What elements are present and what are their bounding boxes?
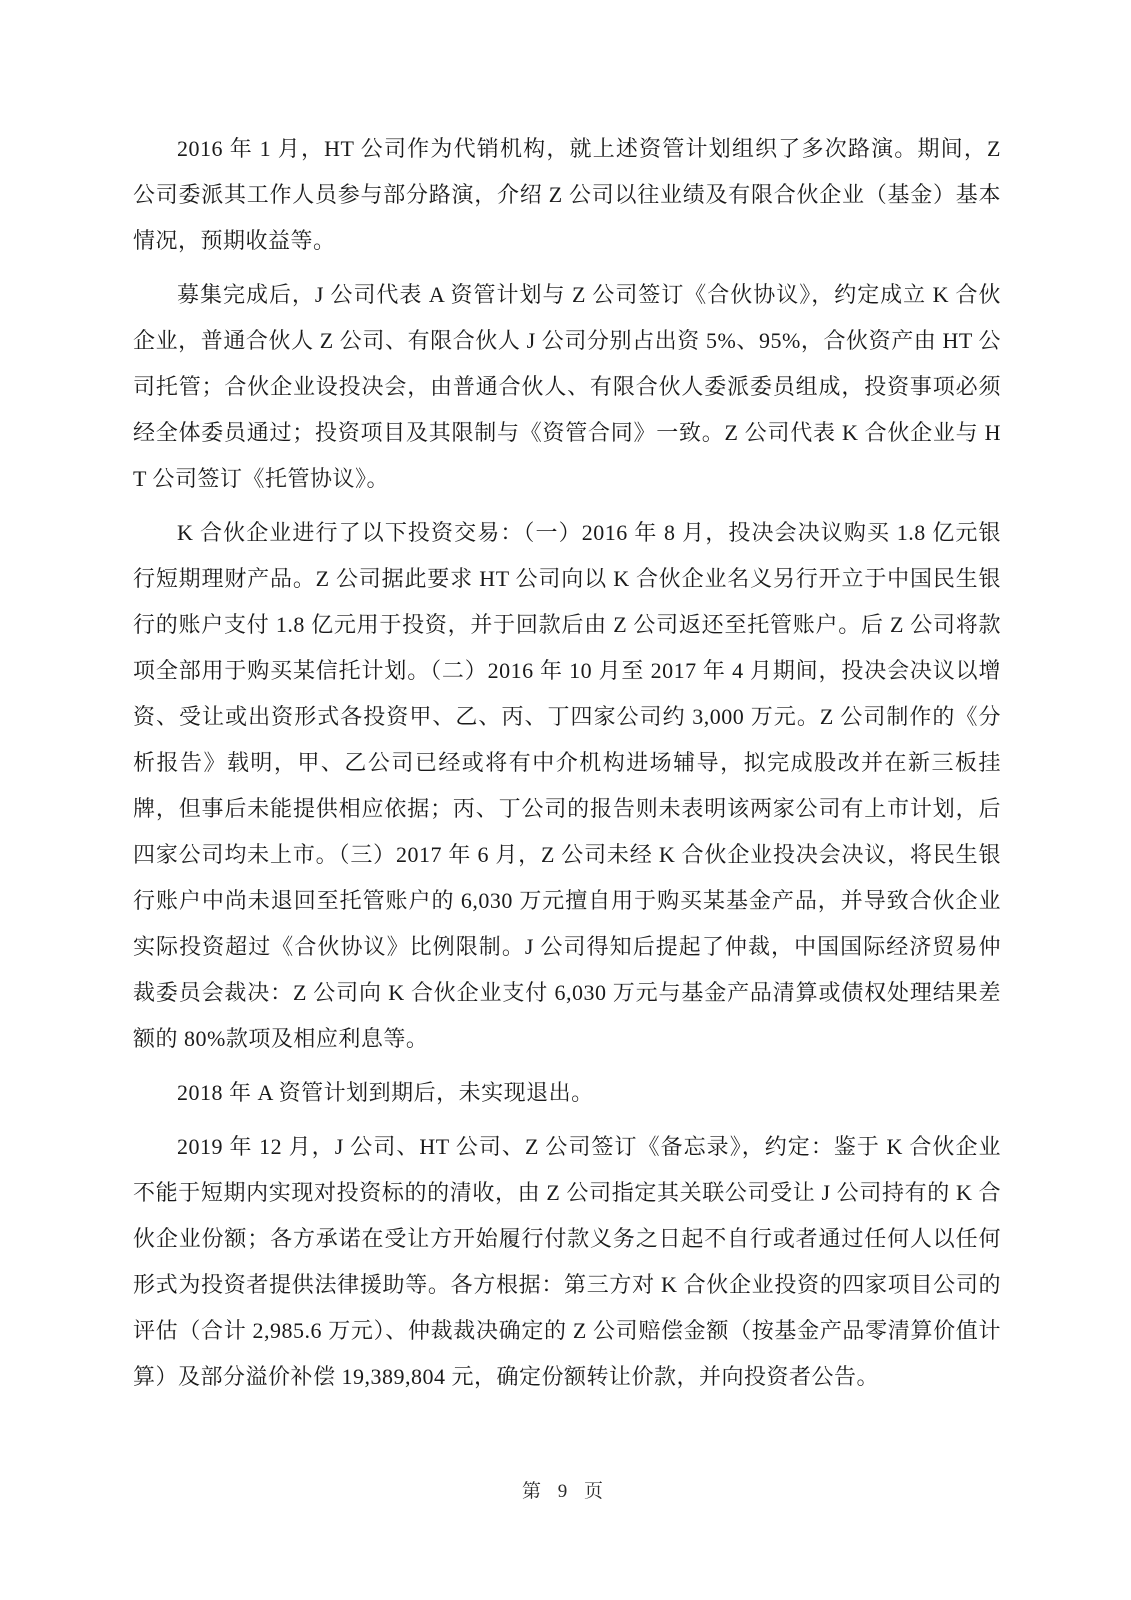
paragraph-roadshow-2016: 2016 年 1 月，HT 公司作为代销机构，就上述资管计划组织了多次路演。期间，Z 公司委派其工作人员参与部分路演，介绍 Z 公司以往业绩及有限合伙企业（基金）基本情况，预期收益等。 — [133, 136, 1001, 253]
paragraph-investment-transactions: K 合伙企业进行了以下投资交易：（一）2016 年 8 月，投决会决议购买 1.8 亿元银行短期理财产品。Z 公司据此要求 HT 公司向以 K 合伙企业名义另行开立于中国民生银行的账户支付 1.8 亿元用于投资，并于回款后由 Z 公司返还至托管账户。后 Z 公司将款项全部用于购买某信托计划。（二）2016 年 10 月至 2017 年 4 月期间，投决会决议以增资、受让或出资形式各投资甲、乙、丙、丁四家公司约 3,000 万元。Z 公司制作的《分析报告》载明，甲、乙公司已经或将有中介机构进场辅导，拟完成股改并在新三板挂牌，但事后未能提供相应依据；丙、丁公司的报告则未表明该两家公司有上市计划，后四家公司均未上市。（三）2017 年 6 月，Z 公司未经 K 合伙企业投决会决议，将民生银行账户中尚未退回至托管账户的 6,030 万元擅自用于购买某基金产品，并导致合伙企业实际投资超过《合伙协议》比例限制。J 公司得知后提起了仲裁，中国国际经济贸易仲裁委员会裁决：Z 公司向 K 合伙企业支付 6,030 万元与基金产品清算或债权处理结果差额的 80%款项及相应利息等。 — [133, 520, 1001, 1051]
page-number: 第 9 页 — [521, 1481, 609, 1502]
document-body — [133, 126, 1001, 1408]
paragraph-2019-memorandum: 2019 年 12 月，J 公司、HT 公司、Z 公司签订《备忘录》，约定：鉴于 K 合伙企业不能于短期内实现对投资标的的清收，由 Z 公司指定其关联公司受让 J 公司持有的 K 合伙企业份额；各方承诺在受让方开始履行付款义务之日起不自行或者通过任何人以任何形式为投资者提供法律援助等。各方根据：第三方对 K 合伙企业投资的四家项目公司的评估（合计 2,985.6 万元）、仲裁裁决确定的 Z 公司赔偿金额（按基金产品零清算价值计算）及部分溢价补偿 19,389,804 元，确定份额转让价款，并向投资者公告。 — [133, 1134, 1001, 1389]
paragraph-2018-no-exit: 2018 年 A 资管计划到期后，未实现退出。 — [177, 1080, 594, 1105]
paragraph-partnership-agreement: 募集完成后，J 公司代表 A 资管计划与 Z 公司签订《合伙协议》，约定成立 K 合伙企业，普通合伙人 Z 公司、有限合伙人 J 公司分别占出资 5%、95%，合伙资产由 HT 公司托管；合伙企业设投决会，由普通合伙人、有限合伙人委派委员组成，投资事项必须经全体委员通过；投资项目及其限制与《资管合同》一致。Z 公司代表 K 合伙企业与 HT 公司签订《托管协议》。 — [133, 282, 1001, 491]
